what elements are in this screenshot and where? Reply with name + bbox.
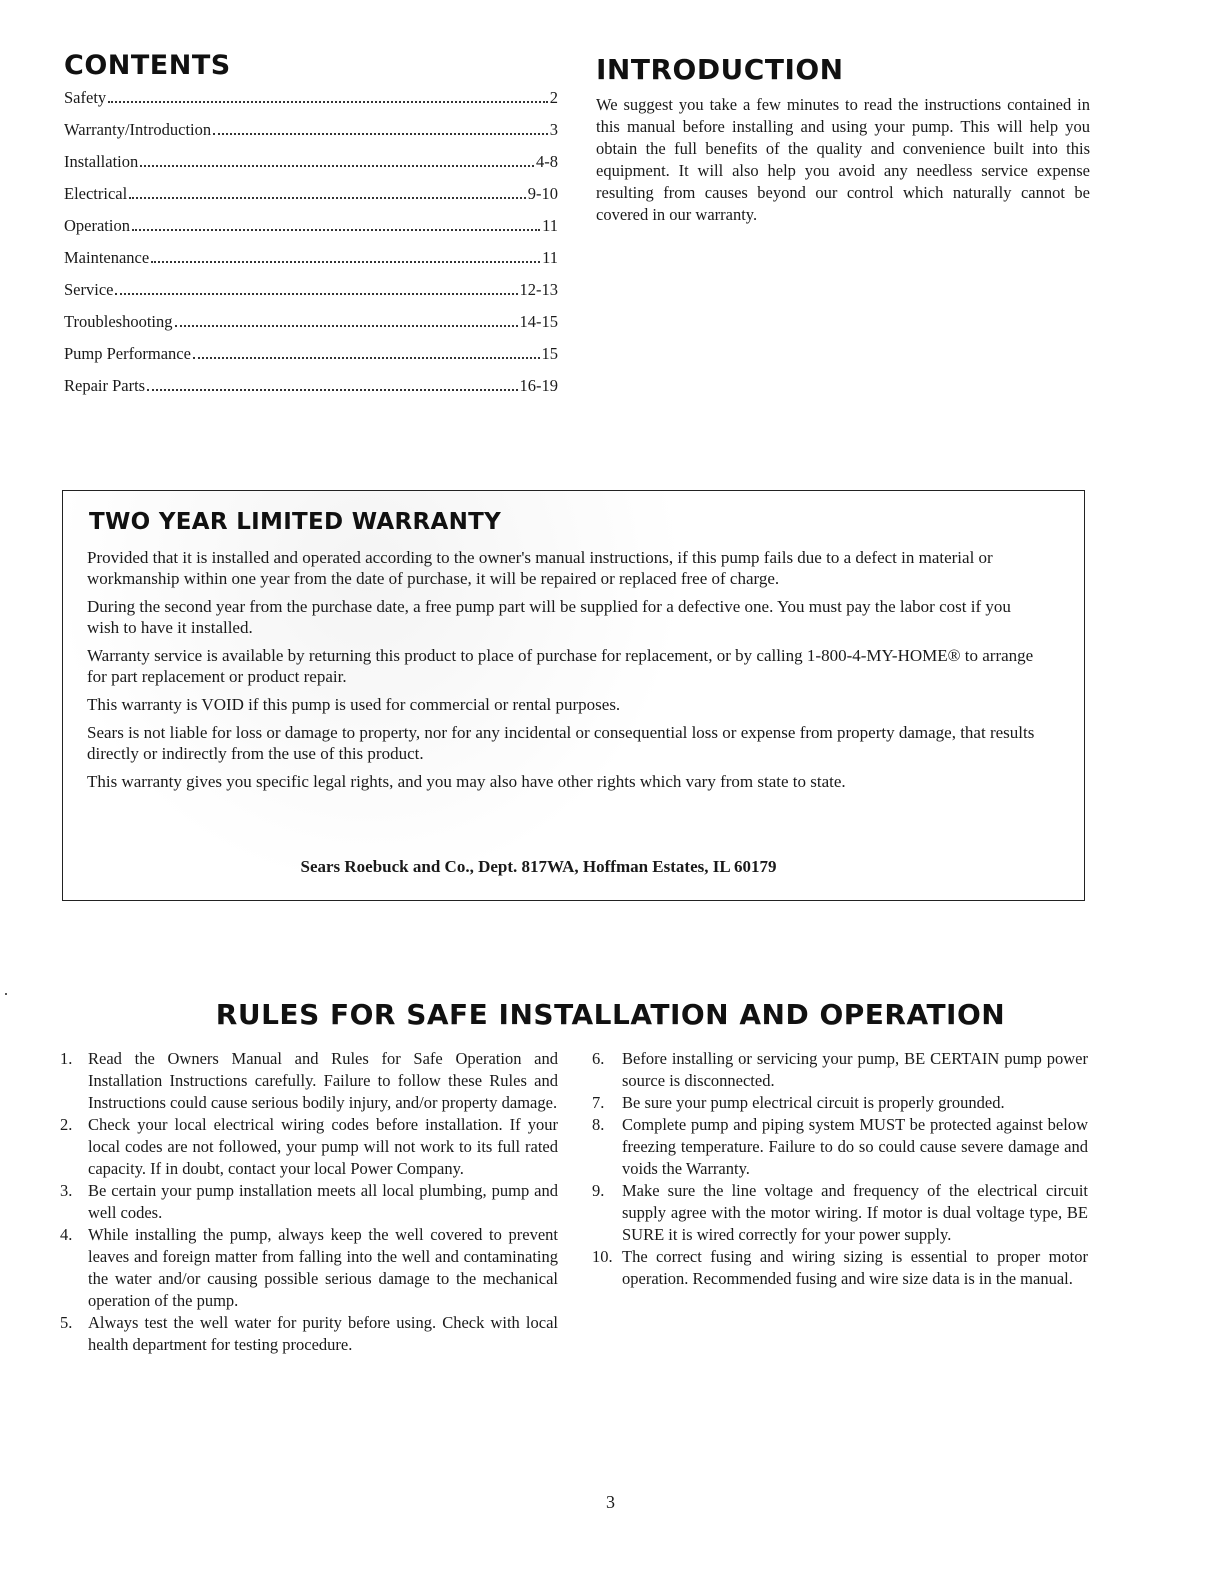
toc-entry	[64, 312, 558, 344]
rule-text: Read the Owners Manual and Rules for Safe Operation and Installation Instructions carefully. Failure to follow these Rules and Instructions could cause serious bodily injury, and/or property damage.	[88, 1049, 558, 1112]
rule-number: 7.	[592, 1093, 605, 1112]
rules-list-left	[60, 1048, 558, 1356]
page-number: 3	[606, 1492, 615, 1512]
dot-leader	[108, 101, 548, 103]
toc-page: 9-10	[527, 184, 558, 203]
rule-item	[592, 1114, 1088, 1180]
rule-number: 1.	[60, 1049, 73, 1068]
toc-label: Safety	[64, 88, 107, 107]
scan-speck	[5, 993, 7, 995]
toc-label: Warranty/Introduction	[64, 120, 212, 139]
rule-item	[592, 1246, 1088, 1290]
warranty-paragraph: During the second year from the purchase date, a free pump part will be supplied for a defective one. You must pay the labor cost if you wish to have it installed.	[87, 597, 1011, 637]
rule-item	[592, 1048, 1088, 1092]
toc-entry	[64, 280, 558, 312]
rule-number: 6.	[592, 1049, 605, 1068]
toc-entry	[64, 216, 558, 248]
rule-number: 3.	[60, 1181, 73, 1200]
toc-label: Troubleshooting	[64, 312, 173, 331]
toc-label: Installation	[64, 152, 139, 171]
toc-entry	[64, 120, 558, 152]
toc-page: 16-19	[519, 376, 558, 395]
toc-label: Electrical	[64, 184, 128, 203]
rule-text: Be certain your pump installation meets all local plumbing, pump and well codes.	[88, 1181, 558, 1222]
warranty-paragraph: Sears is not liable for loss or damage to property, nor for any incidental or consequential loss or expense from property damage, that results directly or indirectly from the use of this product.	[87, 723, 1035, 763]
toc-entry	[64, 88, 558, 120]
rule-text: Make sure the line voltage and frequency of the electrical circuit supply agree with the motor wiring. If motor is dual voltage type, BE SURE it is wired correctly for your power supply.	[622, 1181, 1088, 1244]
dot-leader	[151, 261, 540, 263]
dot-leader	[129, 197, 526, 199]
rules-list-right	[592, 1048, 1088, 1290]
rule-text: Before installing or servicing your pump, BE CERTAIN pump power source is disconnected.	[622, 1049, 1088, 1090]
rule-item	[60, 1114, 558, 1180]
dot-leader	[132, 229, 540, 231]
rule-item	[60, 1312, 558, 1356]
toc-page: 3	[549, 120, 558, 139]
toc-entry	[64, 344, 558, 376]
warranty-box	[62, 490, 1085, 901]
warranty-paragraph: Warranty service is available by returning this product to place of purchase for replacement, or by calling 1-800-4-MY-HOME® to arrange for part replacement or product repair.	[87, 646, 1034, 686]
rule-item	[60, 1048, 558, 1114]
rule-text: Be sure your pump electrical circuit is properly grounded.	[622, 1093, 1005, 1112]
rules-heading: RULES FOR SAFE INSTALLATION AND OPERATION	[215, 998, 1006, 1031]
rule-number: 5.	[60, 1313, 73, 1332]
rule-number: 4.	[60, 1225, 73, 1244]
dot-leader	[115, 293, 517, 295]
rule-text: Complete pump and piping system MUST be protected against below freezing temperature. Failure to do so could cause severe damage and voids the Warranty.	[622, 1115, 1088, 1178]
rule-item	[60, 1180, 558, 1224]
toc-label: Maintenance	[64, 248, 150, 267]
dot-leader	[213, 133, 548, 135]
rule-number: 2.	[60, 1115, 73, 1134]
toc-page: 11	[542, 248, 558, 267]
dot-leader	[147, 389, 517, 391]
warranty-body	[87, 547, 1047, 799]
rule-item	[592, 1180, 1088, 1246]
rule-number: 8.	[592, 1115, 605, 1134]
rule-text: Check your local electrical wiring codes before installation. If your local codes are not followed, your pump will not work to its full rated capacity. If in doubt, contact your local Power Company.	[88, 1115, 558, 1178]
warranty-address: Sears Roebuck and Co., Dept. 817WA, Hoffman Estates, IL 60179	[300, 857, 777, 876]
rule-text: The correct fusing and wiring sizing is essential to proper motor operation. Recommended fusing and wire size data is in the manual.	[622, 1247, 1088, 1288]
toc-label: Repair Parts	[64, 376, 146, 395]
toc-page: 11	[542, 216, 558, 235]
dot-leader	[193, 357, 540, 359]
introduction-text: We suggest you take a few minutes to read the instructions contained in this manual before installing and using your pump. This will help you obtain the full benefits of the quality and convenience built into this equipment. It will also help you avoid any needless service expense resulting from causes beyond our control which naturally cannot be covered in our warranty.	[596, 95, 1090, 224]
toc-page: 14-15	[519, 312, 558, 331]
rule-number: 10.	[592, 1247, 613, 1266]
toc-page: 15	[541, 344, 558, 363]
contents-heading: CONTENTS	[64, 50, 231, 81]
toc-entry	[64, 184, 558, 216]
dot-leader	[175, 325, 518, 327]
warranty-paragraph: Provided that it is installed and operated according to the owner's manual instructions, if this pump fails due to a defect in material or workmanship within one year from the date of purchase, it will be repaired or replaced free of charge.	[87, 548, 993, 588]
toc-label: Service	[64, 280, 114, 299]
dot-leader	[140, 165, 534, 167]
rule-text: While installing the pump, always keep the well covered to prevent leaves and foreign matter from falling into the well and contaminating the water and/or causing possible serious damage to the mechanical operation of the pump.	[88, 1225, 558, 1310]
rule-item	[60, 1224, 558, 1312]
rule-number: 9.	[592, 1181, 605, 1200]
toc-label: Pump Performance	[64, 344, 191, 363]
rule-item	[592, 1092, 1088, 1114]
toc-page: 12-13	[519, 280, 558, 299]
toc-page: 2	[549, 88, 558, 107]
rule-text: Always test the well water for purity before using. Check with local health department for testing procedure.	[88, 1313, 558, 1354]
toc-entry	[64, 152, 558, 184]
toc-page: 4-8	[536, 152, 558, 171]
warranty-paragraph: This warranty is VOID if this pump is used for commercial or rental purposes.	[87, 695, 621, 714]
warranty-paragraph: This warranty gives you specific legal rights, and you may also have other rights which vary from state to state.	[87, 772, 846, 791]
toc-label: Operation	[64, 216, 130, 235]
warranty-heading: TWO YEAR LIMITED WARRANTY	[89, 509, 502, 535]
toc-entry	[64, 248, 558, 280]
introduction-heading: INTRODUCTION	[596, 53, 844, 86]
toc-entry	[64, 376, 558, 408]
table-of-contents	[64, 88, 558, 408]
